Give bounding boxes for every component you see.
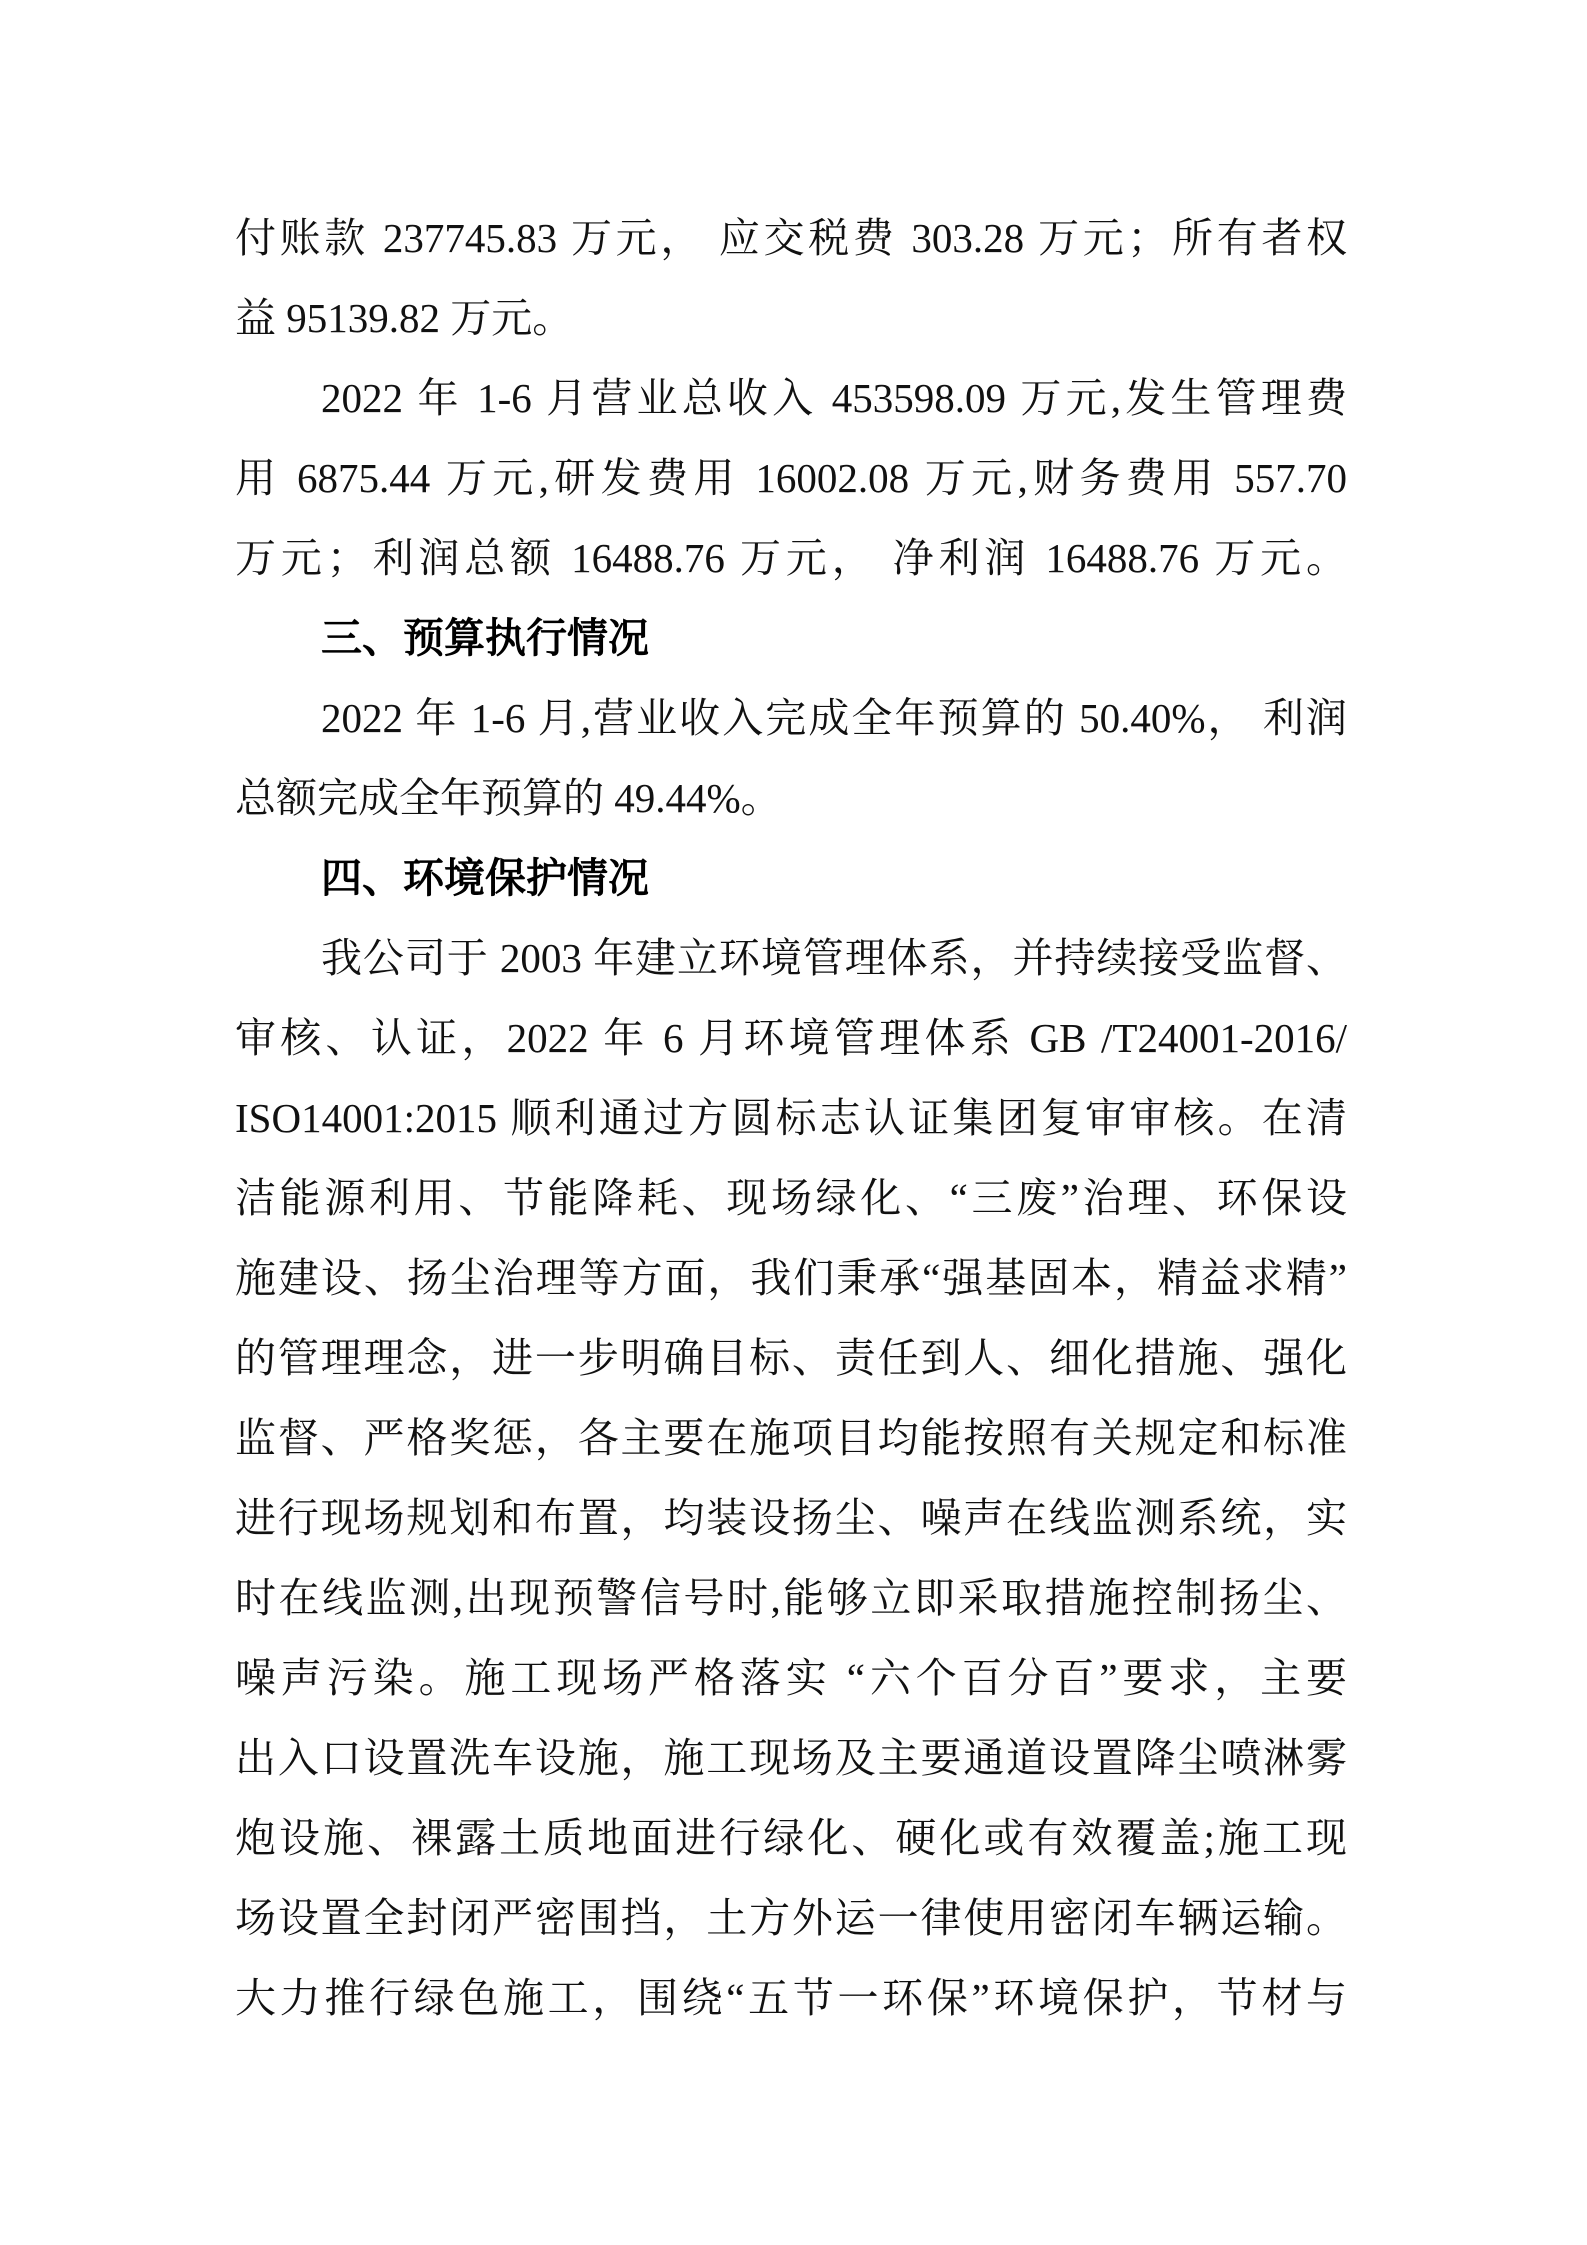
text-line: 时在线监测,出现预警信号时,能够立即采取措施控制扬尘、 [235, 1575, 1347, 1621]
section-heading: 四、环境保护情况 [321, 855, 649, 901]
text-line: 付账款 237745.83 万元， 应交税费 303.28 万元；所有者权 [235, 215, 1347, 261]
text-line: ISO14001:2015 顺利通过方圆标志认证集团复审审核。在清 [235, 1095, 1347, 1141]
text-line: 洁能源利用、节能降耗、现场绿化、“三废”治理、环保设 [235, 1175, 1347, 1221]
text-line: 炮设施、裸露土质地面进行绿化、硬化或有效覆盖;施工现 [235, 1815, 1347, 1861]
text-line: 出入口设置洗车设施，施工现场及主要通道设置降尘喷淋雾 [235, 1735, 1347, 1781]
section-heading: 三、预算执行情况 [321, 615, 649, 661]
text-line: 2022 年 1-6 月营业总收入 453598.09 万元,发生管理费 [321, 375, 1347, 421]
text-line: 进行现场规划和布置，均装设扬尘、噪声在线监测系统，实 [235, 1495, 1347, 1541]
text-line: 2022 年 1-6 月,营业收入完成全年预算的 50.40%， 利润 [321, 695, 1347, 741]
document-body [235, 198, 1347, 2038]
text-line: 大力推行绿色施工，围绕“五节一环保”环境保护，节材与 [235, 1975, 1347, 2021]
text-line: 益 95139.82 万元。 [235, 295, 574, 341]
text-line: 万元；利润总额 16488.76 万元， 净利润 16488.76 万元。 [235, 535, 1347, 581]
text-line: 场设置全封闭严密围挡，土方外运一律使用密闭车辆运输。 [235, 1895, 1347, 1941]
text-line: 监督、严格奖惩，各主要在施项目均能按照有关规定和标准 [235, 1415, 1347, 1461]
text-line: 我公司于 2003 年建立环境管理体系，并持续接受监督、 [321, 935, 1347, 981]
text-line: 总额完成全年预算的 49.44%。 [235, 775, 782, 821]
text-line: 审核、认证，2022 年 6 月环境管理体系 GB /T24001-2016/ [235, 1015, 1347, 1061]
text-line: 用 6875.44 万元,研发费用 16002.08 万元,财务费用 557.70 [235, 455, 1347, 501]
text-line: 的管理理念，进一步明确目标、责任到人、细化措施、强化 [235, 1335, 1347, 1381]
text-line: 噪声污染。施工现场严格落实 “六个百分百”要求，主要 [235, 1655, 1347, 1701]
text-line: 施建设、扬尘治理等方面，我们秉承“强基固本，精益求精” [235, 1255, 1347, 1301]
